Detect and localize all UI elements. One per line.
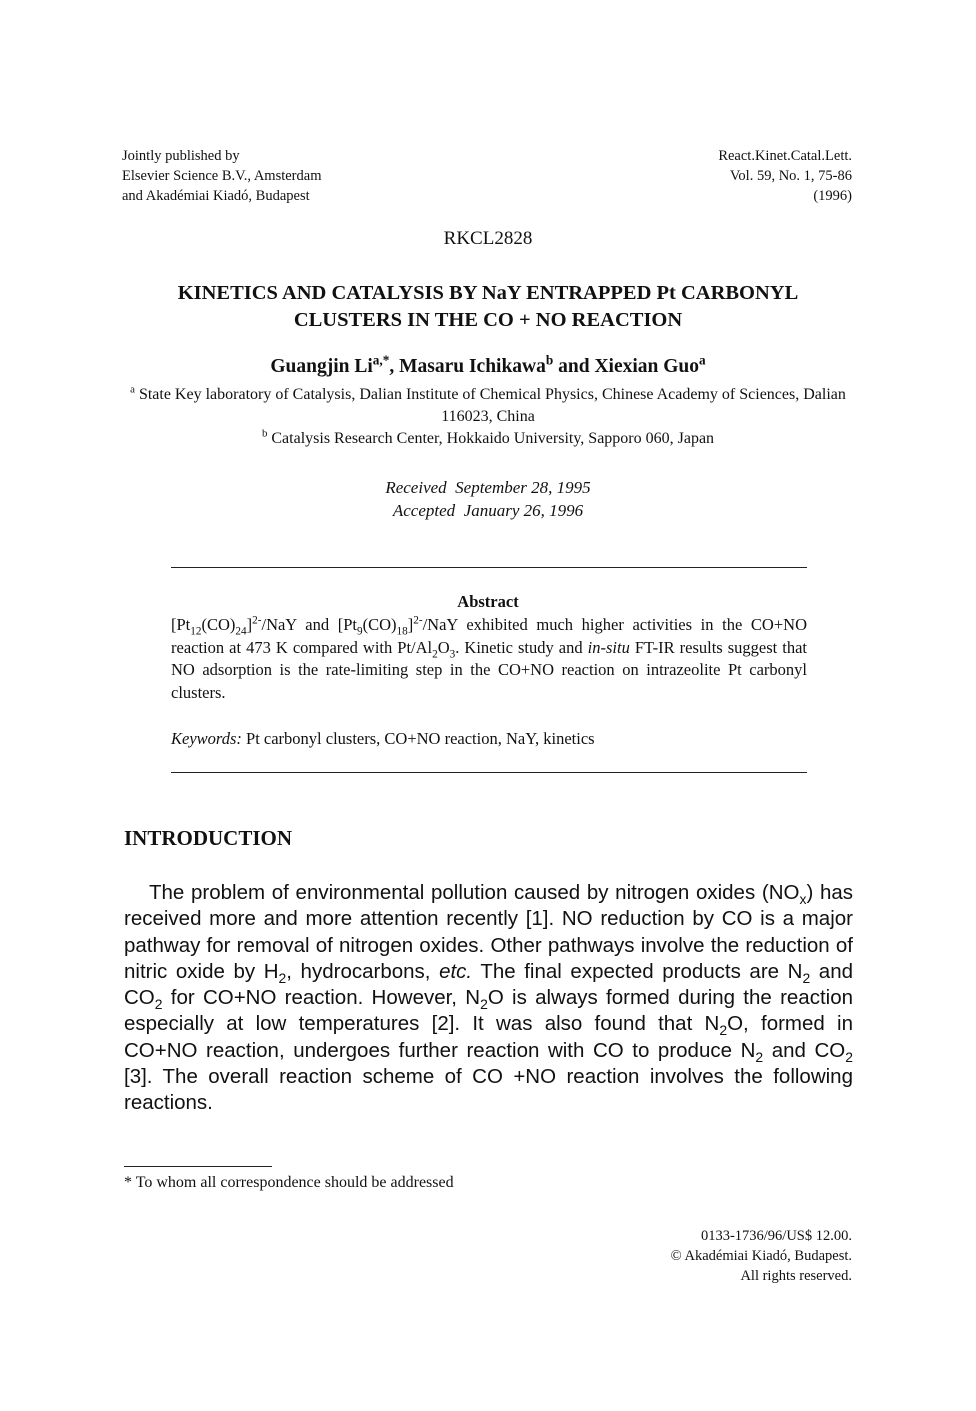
history-dates: [0, 476, 976, 522]
copyright-line: © Akadémiai Kiadó, Budapest.: [670, 1248, 852, 1264]
keywords-label: Keywords:: [171, 729, 242, 748]
journal-line: Vol. 59, No. 1, 75-86: [729, 168, 852, 184]
author-name: Masaru Ichikawa: [399, 356, 546, 377]
title-line: CLUSTERS IN THE CO + NO REACTION: [293, 309, 683, 331]
author-name: Guangjin Li: [270, 356, 373, 377]
author-name: Xiexian Guo: [594, 356, 700, 377]
affiliation-b: [110, 428, 866, 450]
author-affiliation-mark: a,*: [372, 352, 390, 368]
publisher-line: Elsevier Science B.V., Amsterdam: [122, 168, 322, 184]
footnote-rule: [124, 1166, 272, 1167]
abstract-top-rule: [171, 567, 807, 568]
author-list: [0, 352, 976, 378]
author-affiliation-mark: a: [699, 352, 706, 368]
publisher-line: and Akadémiai Kiadó, Budapest: [122, 188, 310, 204]
section-heading-introduction: INTRODUCTION: [124, 826, 293, 850]
journal-line: (1996): [813, 188, 852, 204]
introduction-paragraph: The problem of environmental pollution caused by nitrogen oxides $(NO_x)$ has received more and more attention recently [1]. NO reduction by CO is a major pathway for removal of nitrogen oxides. Other pathways involve the reduction of nitric oxide by $H_2$, hydrocarbons, etc. The final expected products are $N_2$ and $CO_2$ for CO+NO reaction. However, $N_2O$ is always formed during the reaction especially at low temperatures [2]. It was also found that $N_2O$, formed in CO+NO reaction, undergoes further reaction with CO to produce $N_2$ and $CO_2$ [3]. The overall reaction scheme of CO +NO reaction involves the following reactions.: [124, 881, 854, 1115]
keywords-text: Pt carbonyl clusters, CO+NO reaction, NaY, kinetics: [241, 729, 595, 748]
affiliation-text: Catalysis Research Center, Hokkaido University, Sapporo 060, Japan: [271, 430, 715, 447]
journal-citation-block: [718, 146, 852, 206]
author-affiliation-mark: b: [545, 352, 554, 368]
copyright-block: [671, 1226, 852, 1286]
publisher-block: [122, 146, 321, 206]
publisher-line: Jointly published by: [122, 148, 240, 164]
abstract-heading: Abstract: [457, 592, 519, 611]
copyright-line: 0133-1736/96/US$ 12.00.: [700, 1228, 852, 1244]
author-separator: ,: [389, 356, 400, 377]
affiliation-mark: b: [261, 427, 268, 440]
affiliation-text: State Key laboratory of Catalysis, Dalian Institute of Chemical Physics, Chinese Academy of Sciences, Dalian 116023, China: [138, 386, 846, 425]
footnote: * To whom all correspondence should be addressed: [124, 1174, 454, 1191]
keywords-line: [171, 729, 807, 749]
affiliation-a: [110, 384, 866, 428]
affiliations: [110, 384, 866, 450]
article-code: RKCL2828: [443, 228, 533, 249]
abstract-text: $[Pt_{12}(CO)_{24}]^{2-}$/NaY and $[Pt_9(CO)_{18}]^{2-}$/NaY exhibited much higher activities in the CO+NO reaction at 473 K compared with $Pt/Al_2O_3$. Kinetic study and in-situ FT-IR results suggest that NO adsorption is the rate-limiting step in the CO+NO reaction on intrazeolite Pt carbonyl clusters.: [171, 614, 808, 702]
author-separator: and: [553, 356, 595, 377]
abstract-bottom-rule: [171, 772, 807, 773]
copyright-line: All rights reserved.: [740, 1268, 852, 1284]
title-line: KINETICS AND CATALYSIS BY NaY ENTRAPPED Pt CARBONYL: [177, 282, 799, 304]
affiliation-mark: a: [130, 383, 135, 396]
journal-line: React.Kinet.Catal.Lett.: [718, 148, 852, 164]
received-date: Received September 28, 1995: [385, 478, 591, 497]
paper-title: [100, 280, 876, 334]
accepted-date: Accepted January 26, 1996: [392, 501, 584, 520]
